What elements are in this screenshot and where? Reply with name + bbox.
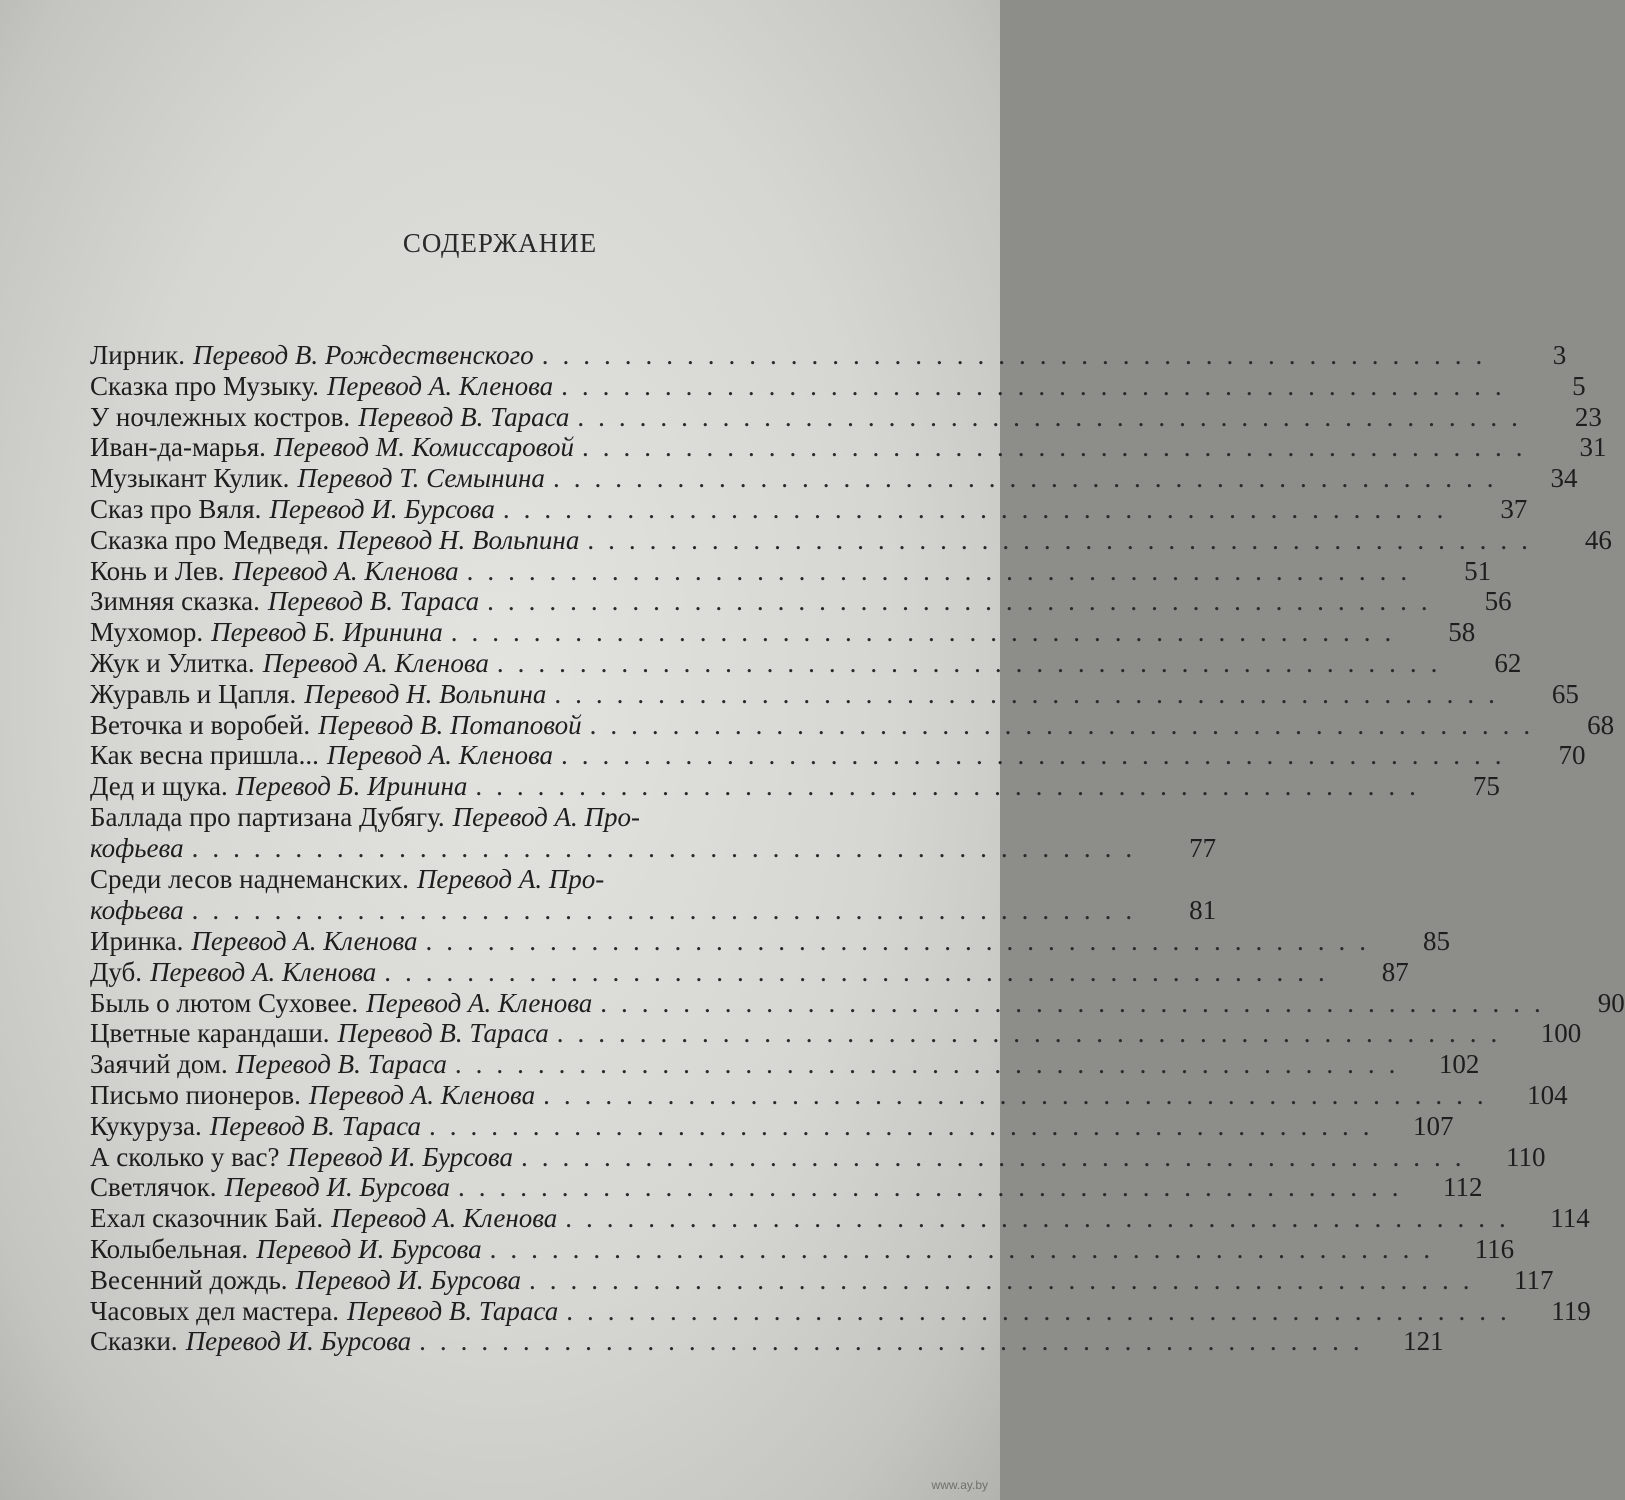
toc-page-number: 121	[1403, 1326, 1444, 1357]
toc-leader: ..............................................	[466, 555, 1422, 586]
toc-translator: Перевод А. Кленова	[326, 740, 553, 771]
toc-leader: ..............................................	[587, 524, 1542, 555]
toc-row	[90, 987, 1625, 1019]
toc-page-number: 5	[1572, 370, 1586, 401]
toc-translator: Перевод В. Тараса	[235, 1049, 447, 1080]
toc-translator: Перевод А. Кленова	[308, 1079, 536, 1110]
toc-row	[90, 1049, 1480, 1080]
toc-page-number: 75	[1472, 771, 1500, 802]
toc-title: Часовых дел мастера.	[90, 1295, 339, 1326]
toc-title: Сказки.	[90, 1326, 178, 1357]
toc-row	[90, 1233, 1515, 1265]
toc-translator: Перевод И. Бурсова	[185, 1326, 412, 1357]
toc-translator: Перевод Т. Семынина	[297, 463, 545, 494]
toc-translator: Перевод Н. Вольпина	[337, 524, 580, 555]
toc-translator: Перевод М. Комиссаровой	[273, 432, 575, 463]
toc-title: Цветные карандаши.	[90, 1018, 330, 1049]
toc-leader: ..............................................	[496, 647, 1452, 678]
toc-leader: ..............................................	[458, 1172, 1413, 1203]
toc-translator: Перевод В. Потаповой	[318, 709, 582, 740]
toc-page-number: 65	[1551, 678, 1579, 709]
toc-row-two-line	[90, 864, 1217, 926]
toc-page-number: 107	[1412, 1110, 1454, 1141]
toc-row	[90, 555, 1492, 587]
toc-row	[90, 1295, 1591, 1327]
toc-page-number: 110	[1505, 1141, 1546, 1172]
toc-leader: ..............................................	[191, 833, 1147, 864]
toc-row	[90, 401, 1602, 433]
toc-row	[90, 678, 1579, 710]
toc-translator: Перевод А. Про-	[416, 864, 605, 895]
toc-title: Дед и щука.	[90, 771, 228, 802]
table-of-contents	[90, 340, 1625, 1357]
toc-leader: ..............................................	[582, 432, 1537, 463]
toc-leader: ..............................................	[454, 1049, 1410, 1080]
toc-row	[90, 370, 1586, 402]
toc-page-number: 112	[1443, 1172, 1483, 1203]
toc-translator-continued: кофьева	[90, 895, 184, 926]
toc-row	[90, 493, 1528, 525]
toc-title: У ночлежных костров.	[90, 401, 351, 432]
toc-title: Ехал сказочник Бай.	[90, 1203, 324, 1234]
toc-leader: ..............................................	[520, 1141, 1476, 1172]
toc-row	[90, 617, 1476, 648]
toc-row	[90, 1018, 1582, 1049]
toc-translator: Перевод В. Тараса	[337, 1018, 549, 1049]
toc-leader: ..............................................	[425, 925, 1381, 956]
toc-leader: ..............................................	[543, 1079, 1498, 1110]
toc-title: Сказ про Вяля.	[90, 493, 262, 524]
toc-page-number: 68	[1587, 709, 1615, 740]
toc-title: Дуб.	[90, 956, 143, 987]
toc-row	[90, 956, 1409, 988]
toc-leader: ..............................................	[552, 463, 1508, 494]
toc-translator: Перевод В. Тараса	[267, 586, 480, 617]
toc-row	[90, 771, 1500, 802]
toc-leader: ..............................................	[419, 1326, 1374, 1357]
toc-title: Веточка и воробей.	[90, 709, 311, 740]
toc-leader: ..............................................	[566, 1295, 1521, 1326]
toc-title: Зимняя сказка.	[90, 586, 260, 617]
toc-row	[90, 586, 1512, 617]
toc-leader: ..............................................	[191, 895, 1147, 926]
toc-page-number: 119	[1551, 1295, 1591, 1326]
toc-page-number: 85	[1423, 925, 1451, 956]
toc-translator: Перевод А. Кленова	[232, 555, 459, 586]
toc-row-two-line	[90, 802, 1217, 864]
toc-row	[90, 740, 1586, 771]
toc-row	[90, 1079, 1568, 1111]
toc-row	[90, 432, 1607, 463]
toc-leader: ..............................................	[565, 1203, 1520, 1234]
toc-translator: Перевод Н. Вольпина	[304, 678, 547, 709]
toc-leader: ..............................................	[489, 1233, 1445, 1264]
toc-page-number: 31	[1579, 432, 1607, 463]
toc-leader: ..............................................	[450, 617, 1406, 648]
toc-row	[90, 1203, 1590, 1234]
toc-row	[90, 1326, 1444, 1357]
toc-translator: Перевод И. Бурсова	[256, 1233, 482, 1264]
toc-title: Иван-да-марья.	[90, 432, 266, 463]
toc-page-number: 90	[1597, 987, 1625, 1018]
toc-title: Конь и Лев.	[90, 555, 225, 586]
toc-title: Быль о лютом Суховее.	[90, 987, 359, 1018]
toc-page-number: 3	[1552, 340, 1567, 370]
toc-title: Журавль и Цапля.	[90, 678, 297, 709]
toc-translator: Перевод А. Кленова	[191, 925, 418, 956]
toc-leader: ..............................................	[600, 987, 1555, 1018]
site-watermark: www.ay.by	[931, 1478, 988, 1492]
toc-title: Баллада про партизана Дубягу.	[90, 802, 445, 833]
toc-title: Кукуруза.	[90, 1110, 202, 1141]
toc-leader: ..............................................	[541, 340, 1497, 370]
toc-page-number: 34	[1550, 463, 1578, 494]
toc-title: Лирник.	[90, 340, 186, 370]
toc-title: Сказка про Музыку.	[90, 370, 319, 401]
toc-translator: Перевод И. Бурсова	[287, 1141, 513, 1172]
toc-title: Светлячок.	[90, 1172, 217, 1203]
toc-title: Заячий дом.	[90, 1049, 228, 1080]
toc-translator: Перевод А. Кленова	[150, 956, 377, 987]
toc-title: Весенний дождь.	[90, 1264, 288, 1295]
toc-page-number: 70	[1558, 740, 1586, 771]
toc-title: Сказка про Медведя.	[90, 524, 330, 555]
toc-leader: ..............................................	[554, 678, 1509, 709]
toc-page-number: 81	[1189, 895, 1217, 926]
toc-title: Как весна пришла...	[90, 740, 319, 771]
toc-leader: ..............................................	[502, 493, 1458, 524]
toc-translator: Перевод И. Бурсова	[295, 1264, 521, 1295]
toc-page-number: 102	[1438, 1049, 1480, 1080]
toc-page-number: 23	[1574, 401, 1602, 432]
toc-translator: Перевод Б. Иринина	[211, 617, 443, 648]
toc-translator: Перевод А. Кленова	[331, 1203, 558, 1234]
toc-page-number: 46	[1584, 524, 1612, 555]
toc-page-number: 100	[1540, 1018, 1582, 1049]
toc-translator: Перевод А. Кленова	[366, 987, 593, 1018]
contents-heading: СОДЕРЖАНИЕ	[402, 228, 598, 258]
toc-translator: Перевод Б. Иринина	[235, 771, 468, 802]
toc-translator: Перевод И. Бурсова	[224, 1172, 451, 1203]
toc-leader: ..............................................	[589, 709, 1545, 740]
toc-row	[90, 1141, 1546, 1173]
toc-row	[90, 524, 1612, 556]
toc-row	[90, 1110, 1454, 1142]
toc-leader: ..............................................	[475, 771, 1430, 802]
toc-row	[90, 463, 1578, 494]
toc-title: Письмо пионеров.	[90, 1079, 301, 1110]
toc-leader: ..............................................	[428, 1110, 1384, 1141]
toc-leader: ..............................................	[561, 740, 1516, 771]
toc-page-number: 62	[1494, 647, 1522, 678]
toc-leader: ..............................................	[528, 1264, 1484, 1295]
toc-title: Мухомор.	[90, 617, 204, 648]
toc-page-number: 37	[1500, 493, 1528, 524]
toc-title: Среди лесов наднеманских.	[90, 864, 409, 895]
toc-translator: Перевод В. Рождественского	[193, 340, 534, 370]
toc-row	[90, 1172, 1483, 1203]
toc-translator: Перевод А. Кленова	[262, 647, 489, 678]
toc-row	[90, 709, 1615, 741]
toc-title: Музыкант Кулик.	[90, 463, 290, 494]
toc-leader: ..............................................	[384, 956, 1339, 987]
toc-page-number: 87	[1381, 956, 1409, 987]
toc-translator: Перевод В. Тараса	[347, 1295, 559, 1326]
toc-title: А сколько у вас?	[90, 1141, 280, 1172]
toc-translator: Перевод И. Бурсова	[269, 493, 495, 524]
toc-title: Жук и Улитка.	[90, 647, 255, 678]
toc-translator: Перевод А. Кленова	[326, 370, 554, 401]
toc-translator: Перевод В. Тараса	[358, 401, 570, 432]
toc-translator: Перевод А. Про-	[452, 802, 641, 833]
toc-row	[90, 647, 1522, 679]
toc-translator-continued: кофьева	[90, 833, 184, 864]
toc-page-number: 104	[1527, 1079, 1568, 1110]
toc-page-number: 56	[1484, 586, 1512, 617]
toc-leader: ..............................................	[561, 370, 1516, 401]
toc-title: Иринка.	[90, 925, 184, 956]
toc-page-number: 58	[1448, 617, 1476, 648]
toc-page-number: 114	[1550, 1203, 1590, 1234]
toc-page-number: 77	[1189, 833, 1217, 864]
toc-page-number: 117	[1513, 1264, 1554, 1295]
toc-row	[90, 340, 1567, 371]
toc-row	[90, 925, 1451, 957]
toc-translator: Перевод В. Тараса	[209, 1110, 421, 1141]
toc-title: Колыбельная.	[90, 1233, 249, 1264]
toc-leader: ..............................................	[556, 1018, 1512, 1049]
toc-row	[90, 1264, 1554, 1296]
toc-page-number: 51	[1464, 555, 1492, 586]
toc-page-number: 116	[1474, 1233, 1515, 1264]
toc-leader: ..............................................	[487, 586, 1442, 617]
toc-leader: ..............................................	[577, 401, 1532, 432]
